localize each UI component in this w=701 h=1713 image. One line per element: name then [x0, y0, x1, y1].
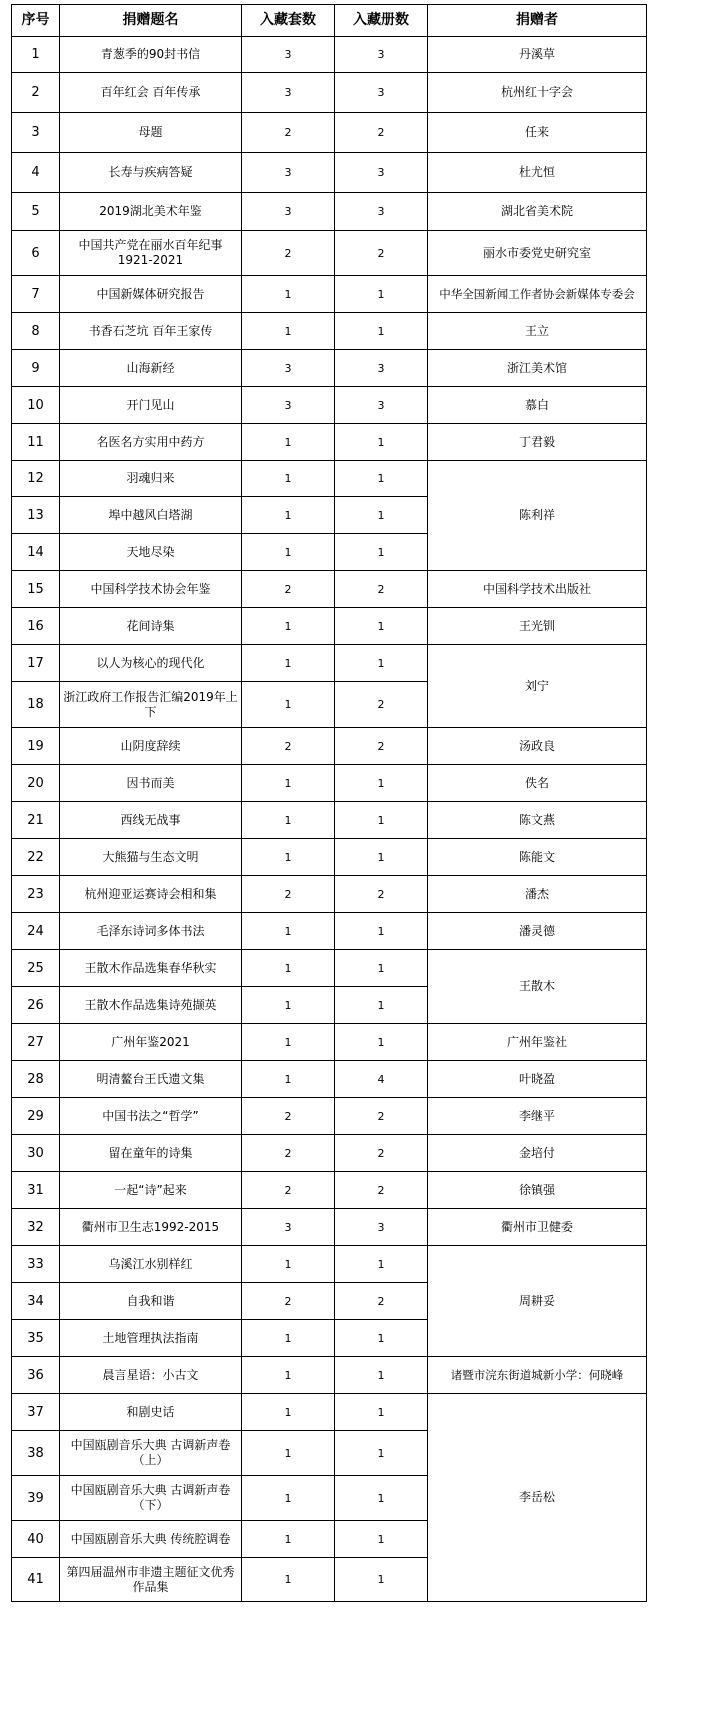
table-row — [12, 1209, 647, 1246]
table-row — [12, 608, 647, 645]
row-sets: 2 — [242, 571, 335, 608]
table-row — [12, 876, 647, 913]
row-sets: 3 — [242, 387, 335, 424]
donation-table — [11, 4, 647, 1602]
row-sets: 2 — [242, 876, 335, 913]
table-row — [12, 802, 647, 839]
row-donor: 诸暨市浣东街道城新小学：何晓峰 — [428, 1357, 647, 1394]
table-row — [12, 113, 647, 153]
row-sets: 1 — [242, 987, 335, 1024]
row-sets: 1 — [242, 1476, 335, 1521]
row-volumes: 1 — [335, 276, 428, 313]
row-volumes: 1 — [335, 987, 428, 1024]
row-no: 26 — [12, 987, 60, 1024]
row-volumes: 1 — [335, 497, 428, 534]
header-no: 序号 — [12, 5, 60, 37]
table-row — [12, 387, 647, 424]
row-donor: 王散木 — [428, 950, 647, 1024]
header-donor: 捐赠者 — [428, 5, 647, 37]
row-donor: 中国科学技术出版社 — [428, 571, 647, 608]
row-donor: 汤政良 — [428, 728, 647, 765]
row-no: 23 — [12, 876, 60, 913]
row-no: 27 — [12, 1024, 60, 1061]
row-donor: 周耕妥 — [428, 1246, 647, 1357]
row-donor: 陈利祥 — [428, 461, 647, 571]
row-donor: 浙江美术馆 — [428, 350, 647, 387]
row-no: 25 — [12, 950, 60, 987]
row-volumes: 1 — [335, 839, 428, 876]
table-row — [12, 1246, 647, 1283]
row-donor: 王光钏 — [428, 608, 647, 645]
row-volumes: 1 — [335, 645, 428, 682]
row-title: 大熊猫与生态文明 — [60, 839, 242, 876]
row-title: 因书而美 — [60, 765, 242, 802]
row-volumes: 2 — [335, 231, 428, 276]
table-row — [12, 950, 647, 987]
row-title: 毛泽东诗词多体书法 — [60, 913, 242, 950]
row-no: 13 — [12, 497, 60, 534]
row-sets: 1 — [242, 1024, 335, 1061]
row-volumes: 1 — [335, 1558, 428, 1602]
row-no: 41 — [12, 1558, 60, 1602]
row-volumes: 3 — [335, 73, 428, 113]
row-volumes: 1 — [335, 1431, 428, 1476]
row-volumes: 1 — [335, 950, 428, 987]
row-volumes: 1 — [335, 313, 428, 350]
row-no: 38 — [12, 1431, 60, 1476]
row-no: 11 — [12, 424, 60, 461]
table-row — [12, 1357, 647, 1394]
row-volumes: 2 — [335, 1098, 428, 1135]
row-title: 中国瓯剧音乐大典 传统腔调卷 — [60, 1521, 242, 1558]
row-donor: 李继平 — [428, 1098, 647, 1135]
row-volumes: 1 — [335, 802, 428, 839]
row-no: 16 — [12, 608, 60, 645]
row-no: 12 — [12, 461, 60, 497]
row-volumes: 1 — [335, 913, 428, 950]
row-sets: 1 — [242, 765, 335, 802]
row-sets: 2 — [242, 231, 335, 276]
row-volumes: 1 — [335, 1024, 428, 1061]
row-donor: 李岳松 — [428, 1394, 647, 1602]
row-title: 乌溪江水别样红 — [60, 1246, 242, 1283]
row-sets: 1 — [242, 424, 335, 461]
row-donor: 陈文燕 — [428, 802, 647, 839]
row-donor: 陈能文 — [428, 839, 647, 876]
row-no: 29 — [12, 1098, 60, 1135]
row-no: 34 — [12, 1283, 60, 1320]
row-no: 22 — [12, 839, 60, 876]
table-row — [12, 1061, 647, 1098]
row-sets: 3 — [242, 37, 335, 73]
row-sets: 2 — [242, 728, 335, 765]
row-sets: 1 — [242, 645, 335, 682]
row-donor: 徐镇强 — [428, 1172, 647, 1209]
row-volumes: 2 — [335, 1283, 428, 1320]
row-sets: 1 — [242, 461, 335, 497]
row-volumes: 1 — [335, 1521, 428, 1558]
table-row — [12, 645, 647, 682]
row-sets: 1 — [242, 1521, 335, 1558]
table-row — [12, 313, 647, 350]
row-volumes: 3 — [335, 350, 428, 387]
row-donor: 慕白 — [428, 387, 647, 424]
row-sets: 2 — [242, 1172, 335, 1209]
row-no: 31 — [12, 1172, 60, 1209]
row-title: 母题 — [60, 113, 242, 153]
row-sets: 3 — [242, 73, 335, 113]
row-sets: 2 — [242, 1283, 335, 1320]
row-title: 第四届温州市非遗主题征文优秀作品集 — [60, 1558, 242, 1602]
row-volumes: 2 — [335, 113, 428, 153]
table-row — [12, 728, 647, 765]
row-title: 中国瓯剧音乐大典 古调新声卷（下） — [60, 1476, 242, 1521]
row-title: 中国共产党在丽水百年纪事 1921-2021 — [60, 231, 242, 276]
row-title: 山阴度辞续 — [60, 728, 242, 765]
row-title: 明清鳌台王氏遗文集 — [60, 1061, 242, 1098]
row-no: 19 — [12, 728, 60, 765]
row-title: 中国瓯剧音乐大典 古调新声卷（上） — [60, 1431, 242, 1476]
row-sets: 1 — [242, 913, 335, 950]
row-donor: 丁君毅 — [428, 424, 647, 461]
row-sets: 1 — [242, 1320, 335, 1357]
row-title: 2019湖北美术年鉴 — [60, 193, 242, 231]
row-sets: 2 — [242, 113, 335, 153]
row-donor: 刘宁 — [428, 645, 647, 728]
row-donor: 叶晓盈 — [428, 1061, 647, 1098]
row-no: 36 — [12, 1357, 60, 1394]
row-no: 32 — [12, 1209, 60, 1246]
row-title: 书香石芝坑 百年王家传 — [60, 313, 242, 350]
row-title: 王散木作品选集诗苑撷英 — [60, 987, 242, 1024]
row-no: 20 — [12, 765, 60, 802]
row-sets: 1 — [242, 276, 335, 313]
row-sets: 1 — [242, 534, 335, 571]
row-donor: 衢州市卫健委 — [428, 1209, 647, 1246]
row-donor: 杭州红十字会 — [428, 73, 647, 113]
row-sets: 3 — [242, 350, 335, 387]
table-row — [12, 461, 647, 497]
table-row — [12, 1172, 647, 1209]
row-volumes: 3 — [335, 37, 428, 73]
table-row — [12, 571, 647, 608]
row-donor: 湖北省美术院 — [428, 193, 647, 231]
table-row — [12, 839, 647, 876]
row-title: 长寿与疾病答疑 — [60, 153, 242, 193]
row-volumes: 3 — [335, 1209, 428, 1246]
row-title: 衢州市卫生志1992-2015 — [60, 1209, 242, 1246]
row-no: 28 — [12, 1061, 60, 1098]
row-donor: 丹溪草 — [428, 37, 647, 73]
row-title: 山海新经 — [60, 350, 242, 387]
row-donor: 佚名 — [428, 765, 647, 802]
row-sets: 1 — [242, 682, 335, 728]
row-title: 和剧史话 — [60, 1394, 242, 1431]
row-volumes: 1 — [335, 461, 428, 497]
table-row — [12, 153, 647, 193]
row-no: 1 — [12, 37, 60, 73]
row-volumes: 2 — [335, 1135, 428, 1172]
row-title: 浙江政府工作报告汇编2019年上下 — [60, 682, 242, 728]
row-sets: 1 — [242, 950, 335, 987]
row-volumes: 2 — [335, 876, 428, 913]
row-donor: 广州年鉴社 — [428, 1024, 647, 1061]
table-row — [12, 37, 647, 73]
row-volumes: 1 — [335, 608, 428, 645]
row-volumes: 2 — [335, 682, 428, 728]
row-no: 3 — [12, 113, 60, 153]
table-row — [12, 193, 647, 231]
row-title: 埠中越风白塔湖 — [60, 497, 242, 534]
table-row — [12, 1135, 647, 1172]
row-sets: 1 — [242, 497, 335, 534]
header-volumes: 入藏册数 — [335, 5, 428, 37]
row-donor: 任来 — [428, 113, 647, 153]
row-sets: 1 — [242, 608, 335, 645]
row-title: 百年红会 百年传承 — [60, 73, 242, 113]
row-title: 中国科学技术协会年鉴 — [60, 571, 242, 608]
table-row — [12, 1394, 647, 1431]
row-volumes: 2 — [335, 1172, 428, 1209]
row-volumes: 3 — [335, 387, 428, 424]
row-volumes: 1 — [335, 1394, 428, 1431]
row-sets: 3 — [242, 1209, 335, 1246]
row-sets: 1 — [242, 1431, 335, 1476]
header-sets: 入藏套数 — [242, 5, 335, 37]
row-no: 9 — [12, 350, 60, 387]
row-no: 35 — [12, 1320, 60, 1357]
row-no: 4 — [12, 153, 60, 193]
row-donor: 金培付 — [428, 1135, 647, 1172]
row-title: 青葱季的90封书信 — [60, 37, 242, 73]
table-row — [12, 73, 647, 113]
row-sets: 3 — [242, 153, 335, 193]
row-no: 8 — [12, 313, 60, 350]
row-sets: 2 — [242, 1135, 335, 1172]
table-row — [12, 424, 647, 461]
row-volumes: 1 — [335, 765, 428, 802]
row-title: 土地管理执法指南 — [60, 1320, 242, 1357]
row-volumes: 1 — [335, 1246, 428, 1283]
row-title: 天地尽染 — [60, 534, 242, 571]
row-title: 中国新媒体研究报告 — [60, 276, 242, 313]
row-volumes: 3 — [335, 153, 428, 193]
row-sets: 1 — [242, 1394, 335, 1431]
row-title: 名医名方实用中药方 — [60, 424, 242, 461]
row-volumes: 1 — [335, 1357, 428, 1394]
row-title: 留在童年的诗集 — [60, 1135, 242, 1172]
table-row — [12, 276, 647, 313]
header-row — [12, 5, 647, 37]
row-no: 7 — [12, 276, 60, 313]
row-no: 21 — [12, 802, 60, 839]
table-row — [12, 231, 647, 276]
row-sets: 1 — [242, 1061, 335, 1098]
table-row — [12, 1098, 647, 1135]
row-no: 2 — [12, 73, 60, 113]
row-sets: 1 — [242, 313, 335, 350]
row-title: 以人为核心的现代化 — [60, 645, 242, 682]
row-donor: 潘灵德 — [428, 913, 647, 950]
row-title: 广州年鉴2021 — [60, 1024, 242, 1061]
row-volumes: 1 — [335, 1476, 428, 1521]
row-volumes: 2 — [335, 728, 428, 765]
row-title: 自我和谐 — [60, 1283, 242, 1320]
row-donor: 中华全国新闻工作者协会新媒体专委会 — [428, 276, 647, 313]
row-title: 中国书法之“哲学” — [60, 1098, 242, 1135]
row-volumes: 1 — [335, 1320, 428, 1357]
row-volumes: 2 — [335, 571, 428, 608]
row-title: 一起“诗”起来 — [60, 1172, 242, 1209]
table-row — [12, 913, 647, 950]
row-title: 西线无战事 — [60, 802, 242, 839]
row-volumes: 3 — [335, 193, 428, 231]
row-title: 杭州迎亚运赛诗会相和集 — [60, 876, 242, 913]
row-no: 39 — [12, 1476, 60, 1521]
row-title: 王散木作品选集春华秋实 — [60, 950, 242, 987]
row-sets: 3 — [242, 193, 335, 231]
row-volumes: 1 — [335, 424, 428, 461]
table-row — [12, 350, 647, 387]
row-donor: 杜尤恒 — [428, 153, 647, 193]
row-no: 33 — [12, 1246, 60, 1283]
row-no: 30 — [12, 1135, 60, 1172]
row-sets: 2 — [242, 1098, 335, 1135]
row-volumes: 1 — [335, 534, 428, 571]
row-no: 5 — [12, 193, 60, 231]
header-title: 捐赠题名 — [60, 5, 242, 37]
row-no: 6 — [12, 231, 60, 276]
row-no: 24 — [12, 913, 60, 950]
row-no: 17 — [12, 645, 60, 682]
row-no: 37 — [12, 1394, 60, 1431]
row-donor: 潘杰 — [428, 876, 647, 913]
row-no: 15 — [12, 571, 60, 608]
row-sets: 1 — [242, 1246, 335, 1283]
row-title: 花间诗集 — [60, 608, 242, 645]
row-donor: 丽水市委党史研究室 — [428, 231, 647, 276]
row-no: 10 — [12, 387, 60, 424]
row-no: 14 — [12, 534, 60, 571]
row-title: 晨言星语：小古文 — [60, 1357, 242, 1394]
row-sets: 1 — [242, 1357, 335, 1394]
row-donor: 王立 — [428, 313, 647, 350]
row-volumes: 4 — [335, 1061, 428, 1098]
row-no: 18 — [12, 682, 60, 728]
row-sets: 1 — [242, 839, 335, 876]
row-no: 40 — [12, 1521, 60, 1558]
table-row — [12, 765, 647, 802]
row-sets: 1 — [242, 802, 335, 839]
row-title: 开门见山 — [60, 387, 242, 424]
row-sets: 1 — [242, 1558, 335, 1602]
row-title: 羽魂归来 — [60, 461, 242, 497]
table-row — [12, 1024, 647, 1061]
